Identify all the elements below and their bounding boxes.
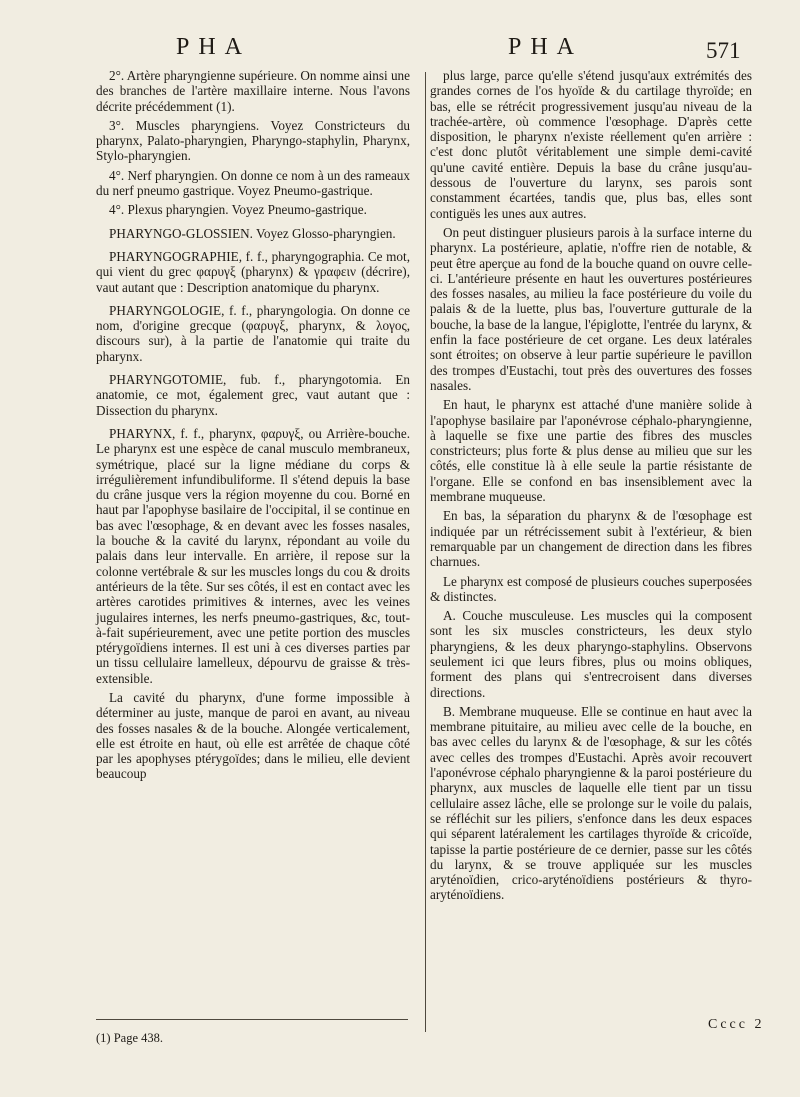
entry-muscles-pharyngiens: 3°. Muscles pharyngiens. Voyez Constricteurs du pharynx, Palato-pharyngien, Pharyngo-staphylin, Pharynx, Stylo-pharyngien. [96,117,410,164]
footnote-rule [96,1019,408,1020]
entry-pharynx: PHARYNX, f. f., pharynx, φαρυγξ, ou Arrière-bouche. Le pharynx est une espèce de canal musculo membraneux, symétrique, placé sur la ligne médiane du corps & irrégulièrement infundibuliforme. Il s'étend depuis la base du crâne jusque vers la région moyenne du cou. Borné en haut par l'apophyse basilaire de l'occipital, il se continue en bas avec l'œsophage, & en devant avec les fosses nasales, la bouche & la cavité du larynx, répondant au voile du palais dans leur intervalle. En arrière, il repose sur la colonne vertébrale & sur les muscles longs du cou & droits antérieurs de la tête. Sur ses côtés, il est en contact avec les artères carotides primitives & internes, avec les veines jugulaires internes, les nerfs pneumo-gastriques, &c, tout-à-fait supérieurement, avec une petite portion des muscles ptérygoïdiens internes. Il est uni à ces diverses parties par un tissu cellulaire lamelleux, dépourvu de graisse & très-extensible. [96,425,410,686]
entry-plexus-pharyngien: 4°. Plexus pharyngien. Voyez Pneumo-gastrique. [109,202,367,218]
paragraph-membrane-muqueuse: B. Membrane muqueuse. Elle se continue en haut avec la membrane pituitaire, au milieu avec celle de la bouche, en bas avec celles du larynx & de l'œsophage, & sur les côtés avec celles des trompes d'Eustachi. Après avoir recouvert l'aponévrose céphalo pharyngienne & la paroi postérieure du pharynx, aux muscles de laquelle elle tient par un tissu cellulaire assez lâche, elle se prolonge sur le voile du palais, se réfléchit sur les piliers, s'enfonce dans les deux espaces qui séparent latéralement les cartilages thyroïde & cricoïde, tapisse la partie postérieure de ce dernier, passe sur les côtés du larynx, & se trouve appliquée sur les muscles aryténoïdien, crico-aryténoïdiens postérieurs & thyro-aryténoïdiens. [430,703,752,903]
entry-pharyngo-glossien: PHARYNGO-GLOSSIEN. Voyez Glosso-pharyngien. [109,225,396,241]
column-divider [425,72,426,1032]
signature-mark: Cccc 2 [708,1017,765,1032]
paragraph-couche-musculeuse: A. Couche musculeuse. Les muscles qui la composent sont les six muscles constricteurs, les deux stylo pharyngiens, & les deux pharyngo-staphylins. Observons seulement ici que leurs fibres, plus ou moins obliques, forment des plans qui s'entrecroisent dans diverses directions. [430,608,752,700]
paragraph-cavite: La cavité du pharynx, d'une forme impossible à déterminer au juste, manque de paroi en avant, au niveau des fosses nasales & de la bouche. Alongée verticalement, elle est étroite en haut, où elle est arrêtée de chaque côté par les apophyses ptérygoïdes; dans le milieu, elle devient beaucoup [96,689,410,782]
paragraph-parois: On peut distinguer plusieurs parois à la surface interne du pharynx. La postérieure, aplatie, n'offre rien de notable, & peut être aperçue au fond de la bouche quand on ouvre celle-ci. L'antérieure présente en haut les ouvertures postérieures des fosses nasales, au milieu la face postérieure du voile du palais & de la luette, plus bas, l'ouverture gutturale de la bouche, la base de la langue, l'épiglotte, l'entrée du larynx, & enfin la face postérieure de cet organe. Les deux latérales sont étroites; on observe à leur partie supérieure le pavillon des trompes d'Eustachi, tout près des ouvertures des fosses nasales. [430,224,752,393]
entry-artere-pharyngienne: 2°. Artère pharyngienne supérieure. On nomme ainsi une des branches de l'artère maxillaire interne. Nous l'avons décrite précédemment (1). [96,68,410,114]
entry-pharyngologie: PHARYNGOLOGIE, f. f., pharyngologia. On donne ce nom, d'origine grecque (φαρυγξ, pharynx, & λογος, discours sur), à la partie de l'anatomie qui traite du pharynx. [96,302,410,364]
right-column [430,68,752,907]
paragraph-continuation: plus large, parce qu'elle s'étend jusqu'aux extrémités des grandes cornes de l'os hyoïde & du cartilage thyroïde; en bas, elle se rétrécit progressivement jusqu'au niveau de la trachée-artère, où commence l'œsophage. D'après cette disposition, le pharynx n'existe réellement qu'en arrière : c'est donc plutôt véritablement une simple demi-cavité qu'une cavité entière. Depuis la base du crâne jusqu'au-dessous de l'ouverture du larynx, ses parois sont constamment écartées, tandis que, plus bas, elles sont contiguës les unes aux autres. [430,68,752,221]
paragraph-en-haut: En haut, le pharynx est attaché d'une manière solide à l'apophyse basilaire par l'aponévrose céphalo-pharyngienne, à laquelle se fixe une partie des fibres des muscles constricteurs; plus forte & plus dense au milieu que sur les côtés, elle constitue là à elle seule la partie résistante de l'organe. Elle se confond en bas insensiblement avec la membrane muqueuse. [430,397,752,505]
entry-nerf-pharyngien: 4°. Nerf pharyngien. On donne ce nom à un des rameaux du nerf pneumo gastrique. Voyez Pneumo-gastrique. [96,167,410,199]
paragraph-couches: Le pharynx est composé de plusieurs couches superposées & distinctes. [430,573,752,604]
left-column [96,68,410,786]
running-head-right: PHA [508,34,584,60]
entry-pharyngographie: PHARYNGOGRAPHIE, f. f., pharyngographia. Ce mot, qui vient du grec φαρυγξ (pharynx) & γραφειν (décrire), vaut autant que : Description anatomique du pharynx. [96,248,410,295]
paragraph-en-bas: En bas, la séparation du pharynx & de l'œsophage est indiquée par un rétrécissement subit à l'extérieur, & bien remarquable par un changement de direction dans les fibres charnues. [430,508,752,570]
page-number: 571 [706,38,741,63]
entry-pharyngotomie: PHARYNGOTOMIE, fub. f., pharyngotomia. En anatomie, ce mot, également grec, vaut autant que : Dissection du pharynx. [96,372,410,418]
footnote: (1) Page 438. [96,1031,163,1045]
running-head-left: PHA [176,34,252,60]
